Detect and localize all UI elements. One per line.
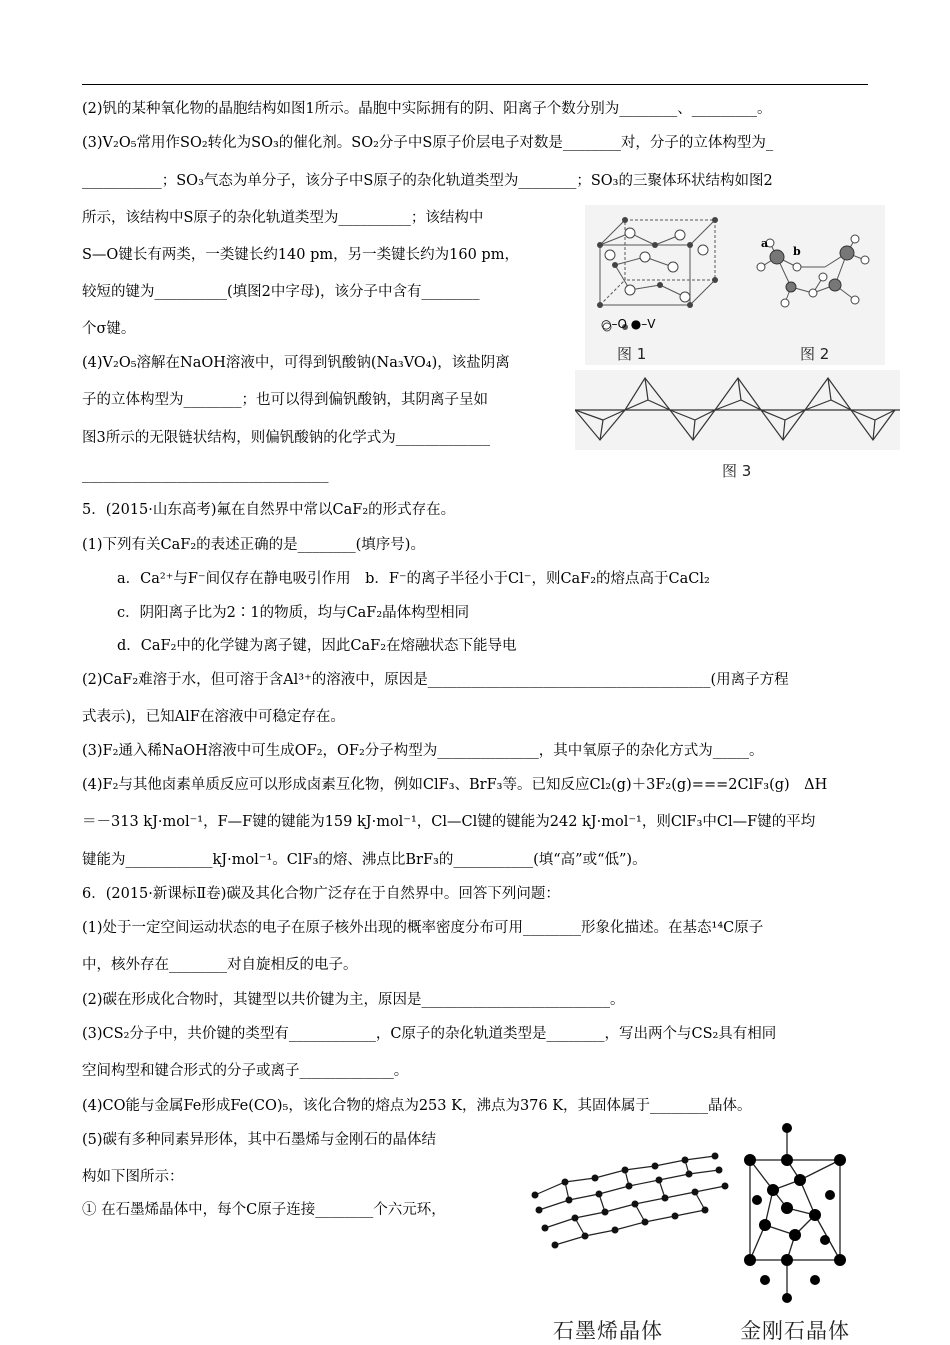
text-line: (4)V₂O₅溶解在NaOH溶液中，可得到钒酸钠(Na₃VO₄)，该盐阴离 <box>82 355 510 371</box>
text-line: 子的立体构型为________；也可以得到偏钒酸钠，其阴离子呈如 <box>82 392 488 408</box>
text-line: (1)下列有关CaF₂的表述正确的是________(填序号)。 <box>82 537 425 553</box>
text-line: ＝－313 kJ·mol⁻¹，F—F键的键能为159 kJ·mol⁻¹，Cl—Cl键的键能为242 kJ·mol⁻¹，则ClF₃中Cl—F键的平均 <box>82 814 816 830</box>
question-title: 6．(2015·新课标Ⅱ卷)碳及其化合物广泛存在于自然界中。回答下列问题： <box>82 886 560 902</box>
text-line: ① 在石墨烯晶体中，每个C原子连接________个六元环， <box>82 1202 446 1218</box>
graphene-caption: 石墨烯晶体 <box>553 1319 663 1343</box>
text-line: (3)V₂O₅常用作SO₂转化为SO₃的催化剂。SO₂分子中S原子价层电子对数是________对，分子的立体构型为_ <box>82 135 774 151</box>
text-line: (3)CS₂分子中，共价键的类型有____________，C原子的杂化轨道类型是________，写出两个与CS₂具有相同 <box>82 1026 777 1042</box>
text-line: 个σ键。 <box>82 321 136 337</box>
text-line: 构如下图所示： <box>82 1169 184 1185</box>
crystal-cell-figure <box>585 205 885 365</box>
text-line: 图3所示的无限链状结构，则偏钒酸钠的化学式为_____________ <box>82 430 490 446</box>
text-line: (2)钒的某种氧化物的晶胞结构如图1所示。晶胞中实际拥有的阴、阳离子个数分别为________、_________。 <box>82 101 772 117</box>
diamond-caption: 金刚石晶体 <box>740 1319 850 1343</box>
figure-panel-1-2 <box>585 205 885 365</box>
text-line: (3)F₂通入稀NaOH溶液中可生成OF₂，OF₂分子构型为______________，其中氧原子的杂化方式为_____。 <box>82 743 764 759</box>
text-line: (2)碳在形成化合物时，其键型以共价键为主，原因是__________________________。 <box>82 992 625 1008</box>
text-line: S—O键长有两类，一类键长约140 pm，另一类键长约为160 pm， <box>82 247 519 263</box>
chain-figure-panel <box>575 370 900 450</box>
fig1-legend: ○–O ●–V <box>601 317 656 331</box>
fig2-caption: 图 2 <box>800 345 830 363</box>
text-line: 所示，该结构中S原子的杂化轨道类型为__________；该结构中 <box>82 210 484 226</box>
text-line: (4)CO能与金属Fe形成Fe(CO)₅，该化合物的熔点为253 K，沸点为376 K，其固体属于________晶体。 <box>82 1098 752 1114</box>
option-line: d．CaF₂中的化学键为离子键，因此CaF₂在熔融状态下能导电 <box>117 638 517 654</box>
text-line: (2)CaF₂难溶于水，但可溶于含Al³⁺的溶液中，原因是_______________________________________(用离子方程 <box>82 672 789 688</box>
text-line: (5)碳有多种同素异形体，其中石墨烯与金刚石的晶体结 <box>82 1132 437 1148</box>
text-line: 空间构型和键合形式的分子或离子_____________。 <box>82 1063 409 1079</box>
carbon-allotrope-panel <box>525 1120 865 1305</box>
fig1-caption: 图 1 <box>617 345 647 363</box>
carbon-allotropes-figure <box>525 1120 865 1305</box>
text-line: 键能为____________kJ·mol⁻¹。ClF₃的熔、沸点比BrF₃的___________(填“高”或“低”)。 <box>82 852 647 868</box>
text-line: 式表示)，已知AlF在溶液中可稳定存在。 <box>82 709 345 725</box>
text-line: ___________；SO₃气态为单分子，该分子中S原子的杂化轨道类型为________；SO₃的三聚体环状结构如图2 <box>82 173 773 189</box>
text-line: 中，核外存在________对自旋相反的电子。 <box>82 957 358 973</box>
option-line: c．阴阳离子比为2∶1的物质，均与CaF₂晶体构型相同 <box>117 605 470 621</box>
metavanadate-chain-figure <box>575 370 900 450</box>
header-rule <box>82 84 868 85</box>
option-line: a．Ca²⁺与F⁻间仅存在静电吸引作用 b．F⁻的离子半径小于Cl⁻，则CaF₂的熔点高于CaCl₂ <box>117 571 710 587</box>
fig2-label-a: a <box>761 237 769 250</box>
fig3-caption: 图 3 <box>722 462 752 480</box>
text-line: (1)处于一定空间运动状态的电子在原子核外出现的概率密度分布可用________形象化描述。在基态¹⁴C原子 <box>82 920 764 936</box>
text-line: 较短的键为__________(填图2中字母)，该分子中含有________ <box>82 284 480 300</box>
text-line: (4)F₂与其他卤素单质反应可以形成卤素互化物，例如ClF₃、BrF₃等。已知反应Cl₂(g)＋3F₂(g)===2ClF₃(g) ΔH <box>82 777 828 793</box>
fig2-label-b: b <box>793 245 801 258</box>
question-title: 5．(2015·山东高考)氟在自然界中常以CaF₂的形式存在。 <box>82 502 456 518</box>
text-line: __________________________________ <box>82 467 329 483</box>
